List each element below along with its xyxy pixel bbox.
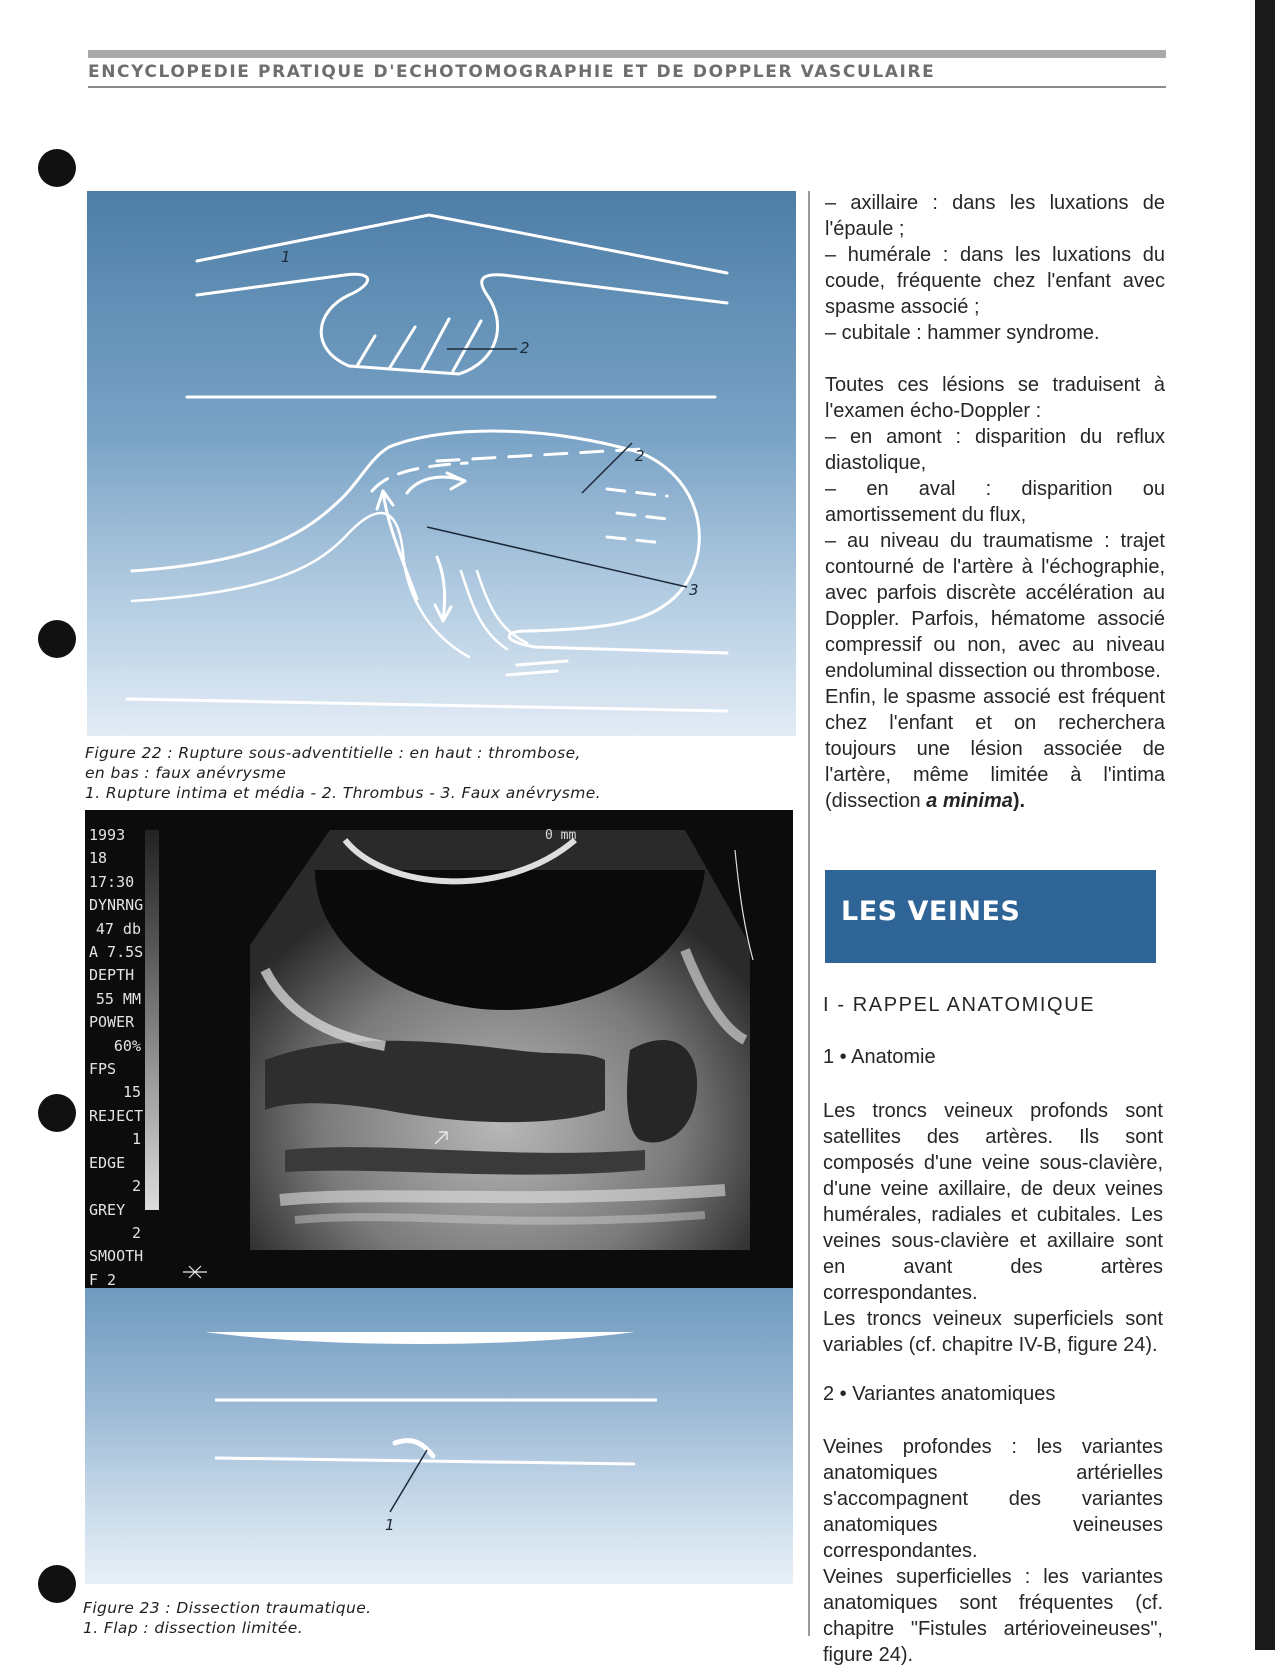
us-param: 2 — [131, 1223, 141, 1242]
us-param: 1 — [131, 1130, 141, 1149]
paragraph — [825, 684, 1165, 814]
us-param: DEPTH — [89, 966, 135, 985]
us-param: EDGE — [89, 1153, 126, 1172]
section-title: LES VEINES — [841, 896, 1021, 927]
paragraph-line: Les troncs veineux profonds sont satellites des artères. Ils sont composés d'une veine sous-clavière, d'une veine axillaire, de deux veines humérales, radiales et cubitales. Les veines sous-clavière et axillaire sont en avant des artères correspondantes. — [823, 1100, 1163, 1304]
us-param: 60% — [113, 1036, 141, 1055]
paragraph-line: – au niveau du traumatisme : trajet contourné de l'artère à l'échographie, avec parfois discrète accélération au Doppler. Parfois, hématome associé compressif ou non, avec au niveau endoluminal dissection ou thrombose. — [825, 530, 1165, 682]
punch-hole — [38, 149, 76, 187]
ultrasound-image — [85, 810, 793, 1288]
us-param: SMOOTH — [89, 1247, 144, 1266]
punch-hole — [38, 620, 76, 658]
us-param: 15 — [122, 1083, 141, 1102]
us-param: 17:30 — [89, 872, 135, 891]
figure-22-diagram — [87, 191, 796, 736]
anatomy-text — [823, 1098, 1163, 1358]
figure-23-diagram — [85, 1288, 793, 1584]
figure-22-caption — [85, 743, 785, 803]
punch-hole — [38, 1565, 76, 1603]
paragraph-line: Les troncs veineux superficiels sont variables (cf. chapitre IV-B, figure 24). — [823, 1308, 1163, 1356]
us-param: A 7.5S — [89, 943, 144, 962]
paragraph-line: – en aval : disparition ou amortissement du flux, — [825, 478, 1165, 526]
us-scale-label: 0 mm — [545, 828, 577, 843]
paragraph-text: Enfin, le spasme associé est fréquent chez l'enfant et on recherchera toujours une lésion associée de l'artère, même limitée à l'intima (dissection — [825, 686, 1165, 812]
caption-line: en bas : faux anévrysme — [85, 764, 287, 782]
caption-line: Figure 22 : Rupture sous-adventitielle : en haut : thrombose, — [85, 744, 581, 762]
figure-23-caption — [83, 1598, 783, 1638]
fig23-label-1: 1 — [385, 1516, 395, 1534]
emphasis-text: a minima — [926, 790, 1013, 812]
punch-hole — [38, 1094, 76, 1132]
paragraph-line: – cubitale : hammer syndrome. — [825, 322, 1100, 344]
heading-variantes: 2 • Variantes anatomiques — [823, 1383, 1056, 1405]
caption-line: Figure 23 : Dissection traumatique. — [83, 1599, 372, 1617]
heading-anatomie: 1 • Anatomie — [823, 1046, 936, 1068]
fig22-label-2-top: 2 — [520, 339, 530, 357]
scan-edge — [1255, 0, 1275, 1650]
us-param: 47 db — [95, 919, 141, 938]
us-param: 2 — [131, 1177, 141, 1196]
paragraph-text: ). — [1012, 790, 1026, 812]
subsection-heading: I - RAPPEL ANATOMIQUE — [823, 994, 1096, 1016]
header-bar — [88, 50, 1166, 58]
caption-line: 1. Rupture intima et média - 2. Thrombus - 3. Faux anévrysme. — [85, 784, 602, 802]
us-param: DYNRNG — [89, 896, 144, 915]
section-banner — [825, 870, 1156, 963]
variants-text — [823, 1434, 1163, 1668]
paragraph-line: – en amont : disparition du reflux diastolique, — [825, 426, 1165, 474]
us-param: 18 — [89, 849, 108, 868]
paragraph-line: Veines profondes : les variantes anatomiques artérielles s'accompagnent des variantes anatomiques veineuses correspondantes. — [823, 1436, 1163, 1562]
fig22-label-2-bottom: 2 — [635, 447, 645, 465]
us-param: POWER — [89, 1013, 135, 1032]
us-param: GREY — [89, 1200, 126, 1219]
header-rule — [88, 86, 1166, 88]
running-header: ENCYCLOPEDIE PRATIQUE D'ECHOTOMOGRAPHIE ET DE DOPPLER VASCULAIRE — [88, 62, 936, 82]
paragraph-line: Toutes ces lésions se traduisent à l'examen écho-Doppler : — [825, 374, 1165, 422]
fig22-label-1: 1 — [281, 248, 291, 266]
us-param: F 2 — [89, 1270, 117, 1288]
column-rule — [808, 191, 810, 1636]
paragraph-line: – axillaire : dans les luxations de l'épaule ; — [825, 192, 1165, 240]
us-param: 55 MM — [95, 989, 141, 1008]
us-param: 1993 — [89, 826, 126, 844]
ultrasound-parameters — [89, 824, 145, 1288]
fig22-label-3: 3 — [689, 581, 699, 599]
caption-line: 1. Flap : dissection limitée. — [83, 1619, 304, 1637]
paragraph-line: Veines superficielles : les variantes anatomiques sont fréquentes (cf. chapitre "Fistules artérioveineuses", figure 24). — [823, 1566, 1163, 1666]
us-param: REJECT — [89, 1106, 144, 1125]
paragraph-line: – humérale : dans les luxations du coude, fréquente chez l'enfant avec spasme associé ; — [825, 244, 1165, 318]
us-param: FPS — [89, 1060, 117, 1079]
arterial-lesions-text — [825, 190, 1165, 814]
grey-scale-bar — [145, 830, 159, 1210]
